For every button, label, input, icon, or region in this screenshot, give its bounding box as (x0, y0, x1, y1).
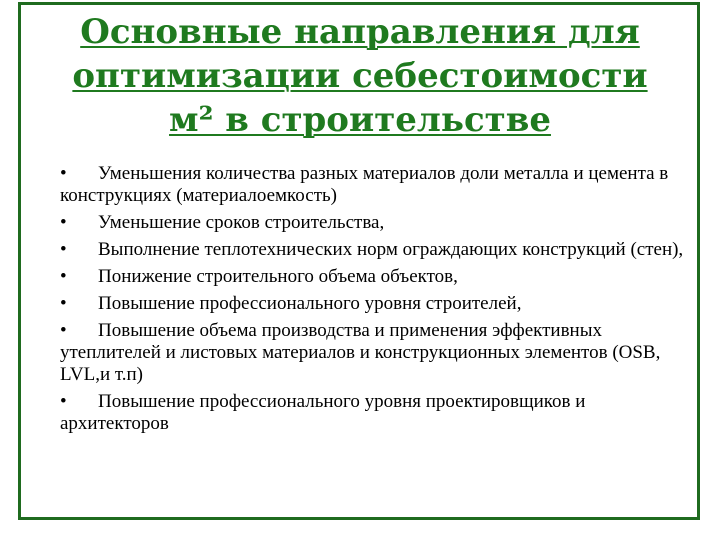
title-line-1: Основные направления для (80, 12, 640, 52)
list-item-text: Уменьшение сроков строительства, (98, 212, 385, 233)
list-item-text: Повышение профессионального уровня строителей, (98, 293, 522, 314)
list-item-text: Повышение объема производства и применения эффективных утеплителей и листовых материалов и конструкционных элементов (OSB, LVL,и т.п) (60, 320, 661, 385)
list-item (60, 266, 696, 288)
bullet-icon: • (60, 163, 67, 184)
bullet-icon: • (60, 320, 67, 341)
bullet-icon: • (60, 391, 67, 412)
list-item-text: Понижение строительного объема объектов, (98, 266, 458, 287)
title-line-3: м² в строительстве (169, 100, 551, 140)
list-item (60, 212, 696, 234)
bullet-icon: • (60, 266, 67, 287)
title-line-2: оптимизации себестоимости (72, 56, 648, 96)
list-item-text: Уменьшения количества разных материалов доли металла и цемента в конструкциях (материалоемкость) (60, 163, 669, 206)
list-item (60, 163, 696, 207)
list-item (60, 391, 696, 435)
bullet-icon: • (60, 293, 67, 314)
list-item (60, 320, 696, 386)
bullet-list (60, 163, 696, 440)
list-item-text: Повышение профессионального уровня проектировщиков и архитекторов (60, 391, 586, 434)
list-item (60, 239, 696, 261)
bullet-icon: • (60, 239, 67, 260)
bullet-icon: • (60, 212, 67, 233)
slide-title (0, 10, 720, 142)
list-item-text: Выполнение теплотехнических норм ограждающих конструкций (стен), (98, 239, 684, 260)
list-item (60, 293, 696, 315)
